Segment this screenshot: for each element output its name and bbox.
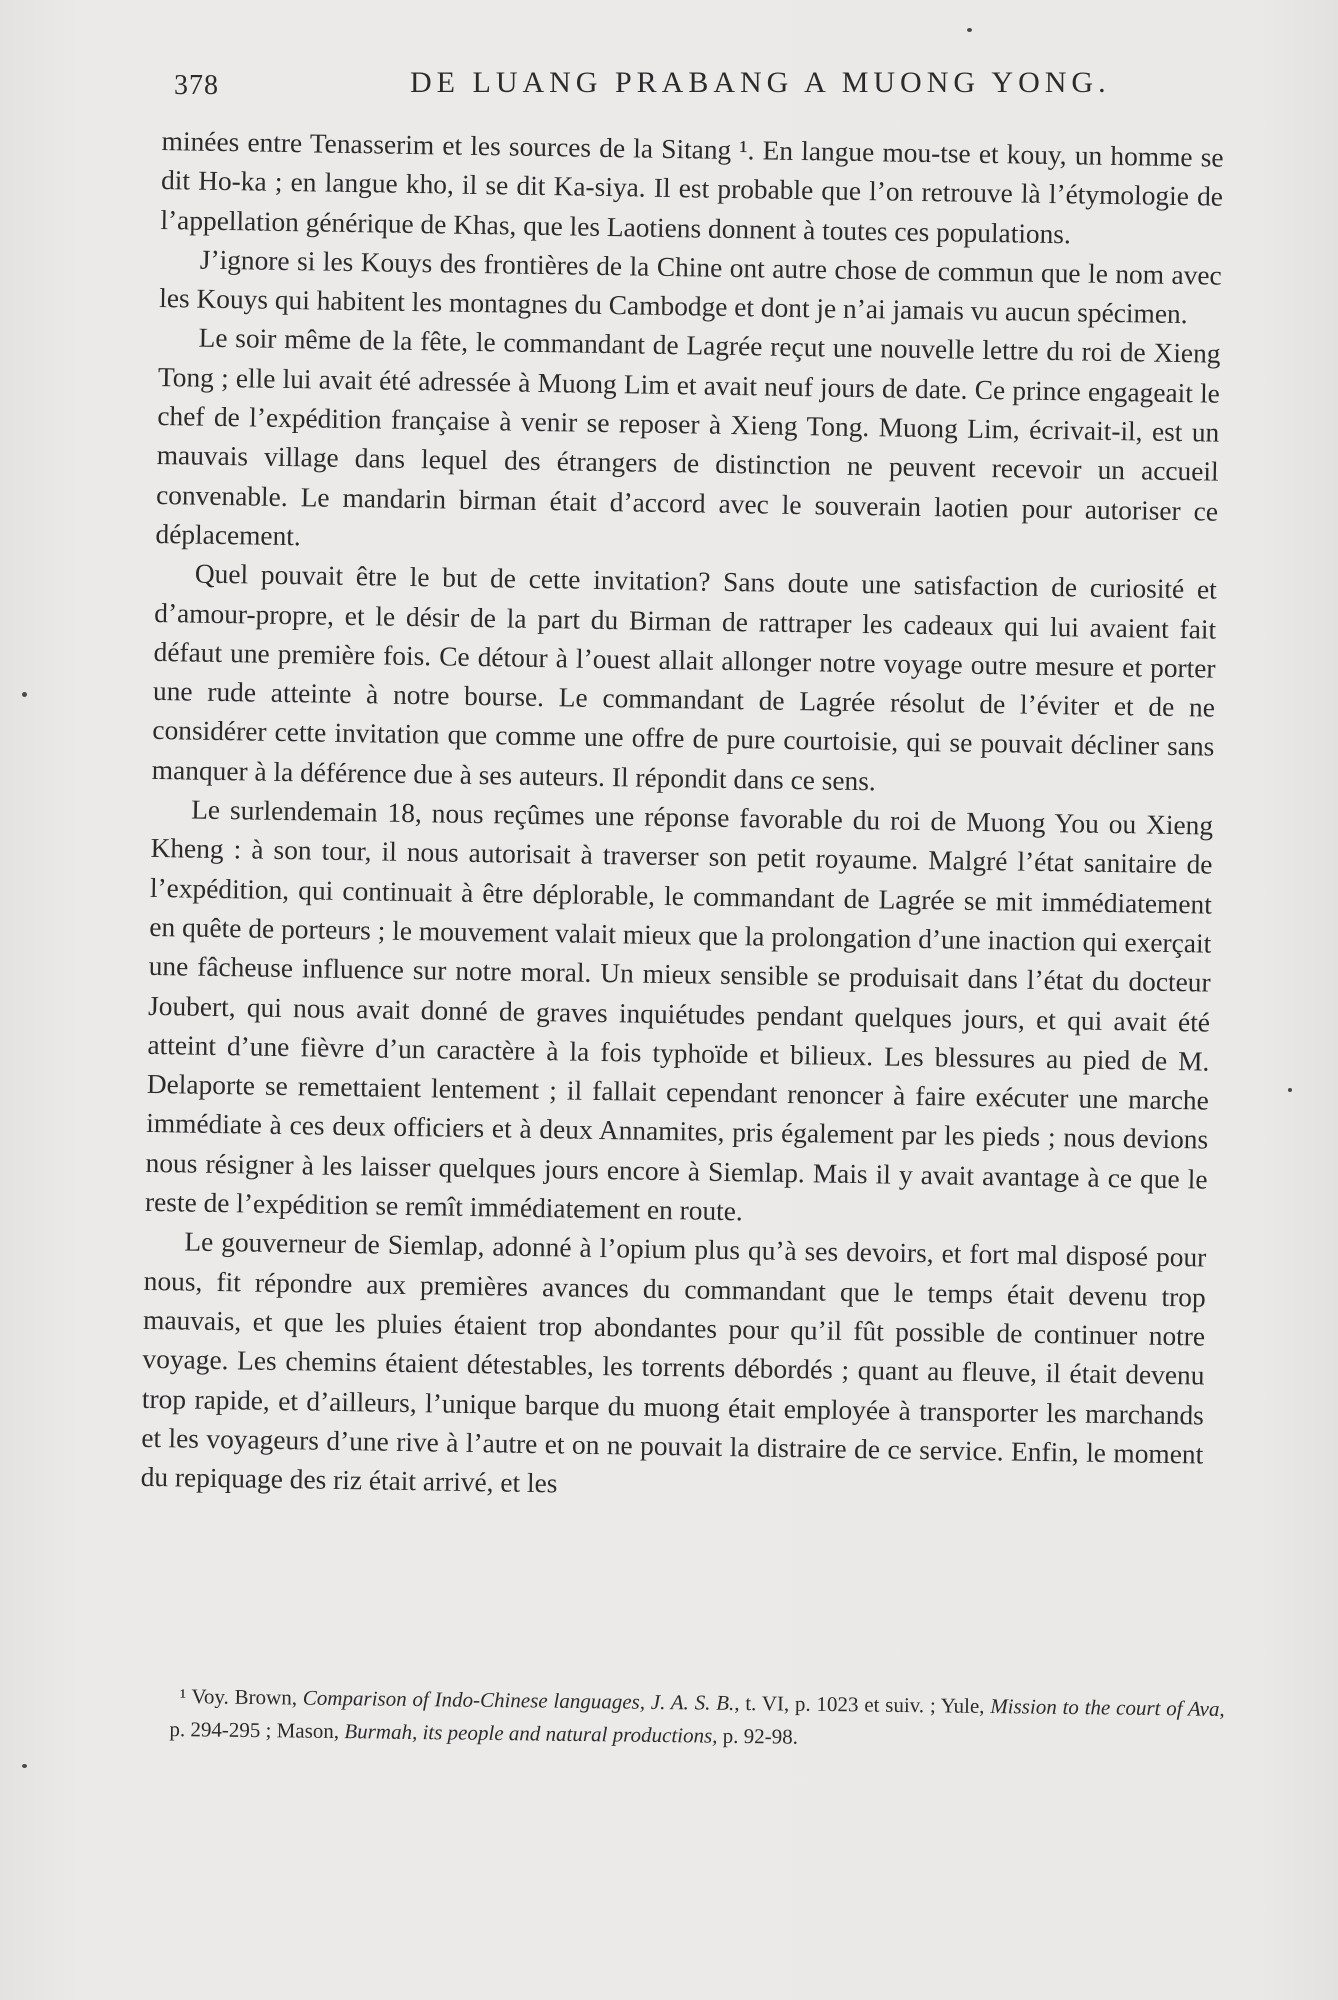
paragraph: Le surlendemain 18, nous reçûmes une réponse favorable du roi de Muong You ou Xieng Kheng : à son tour, il nous autorisait à traverser son petit royaume. Malgré l’état sanitaire de l’expédition, qui continuait à être déplorable, le commandant de Lagrée se mit immédiatement en quête de porteurs ; le mouvement valait mieux que la prolongation d’une inaction qui exerçait une fâcheuse influence sur notre moral. Un mieux sensible se produisait dans l’état du docteur Joubert, qui nous avait donné de graves inquiétudes pendant quelques jours, et qui avait été atteint d’une fièvre d’un caractère à la fois typhoïde et bilieux. Les blessures au pied de M. Delaporte se remettaient lentement ; il fallait cependant renoncer à faire exécuter une marche immédiate à ces deux officiers et à deux Annamites, pris également par les pieds ; nous devions nous résigner à les laisser quelques jours encore à Siemlap. Mais il y avait avantage à ce que le reste de l’expédition se remît immédiatement en route. [144, 794, 1214, 1227]
paragraph: minées entre Tenasserim et les sources de la Sitang ¹. En langue mou-tse et kouy, un homme se dit Ho-ka ; en langue kho, il se dit Ka-siya. Il est probable que l’on retrouve là l’étymologie de l’appellation générique de Khas, que les Laotiens donnent à toutes ces populations. [160, 125, 1224, 249]
page-header [174, 64, 1234, 104]
ink-speck [22, 1764, 27, 1768]
paragraph: Le gouverneur de Siemlap, adonné à l’opium plus qu’à ses devoirs, et fort mal disposé pour nous, fit répondre aux premières avances du commandant que le temps était devenu trop mauvais, et que les pluies étaient trop abondantes pour qu’il fût possible de continuer notre voyage. Les chemins étaient détestables, les torrents débordés ; quant au fleuve, il était devenu trop rapide, et d’ailleurs, l’unique barque du muong était employée à transporter les marchands et les voyageurs d’une rive à l’autre et on ne pouvait la distraire de ce service. Enfin, le moment du repiquage des riz était arrivé, et les [140, 1226, 1207, 1499]
paragraph: J’ignore si les Kouys des frontières de la Chine ont autre chose de commun que le nom avec les Kouys qui habitent les montagnes du Cambodge et dont je n’ai jamais vu aucun spécimen. [158, 244, 1222, 330]
footnote-title: Mission to the court of Ava [990, 1694, 1220, 1721]
footnote-text: Voy. Brown, [185, 1684, 303, 1710]
body-text [140, 122, 1223, 1514]
footnote-title: Burmah, its people and natural productions, [344, 1719, 718, 1748]
footnote-marker: ¹ [179, 1684, 187, 1709]
ink-speck [1288, 1088, 1292, 1092]
footnotes [169, 1680, 1225, 1759]
footnote-title: Comparison of Indo-Chinese languages, J. A. S. B. [302, 1685, 735, 1715]
ink-speck [22, 692, 27, 697]
paragraph: Quel pouvait être le but de cette invitation? Sans doute une satisfaction de curiosité et d’amour-propre, et le désir de la part du Birman de rattraper les cadeaux qui lui avaient fait défaut une première fois. Ce détour à l’ouest allait allonger notre voyage outre mesure et porter une rude atteinte à notre bourse. Le commandant de Lagrée résolut de l’éviter et de ne considérer cette invitation que comme une offre de pure courtoisie, qui se pouvait décliner sans manquer à la déférence due à ses auteurs. Il répondit dans ce sens. [151, 558, 1218, 797]
footnote-text: , p. 294-295 ; Mason, [169, 1696, 1225, 1744]
running-title: DE LUANG PRABANG A MUONG YONG. [410, 66, 1111, 99]
ink-speck [967, 28, 972, 32]
paragraph: Le soir même de la fête, le commandant de Lagrée reçut une nouvelle lettre du roi de Xieng Tong ; elle lui avait été adressée à Muong Lim et avait neuf jours de date. Ce prince engageait le chef de l’expédition française à venir se reposer à Xieng Tong. Muong Lim, écrivait-il, est un mauvais village dans lequel des étrangers de distinction ne peuvent recevoir un accueil convenable. Le mandarin birman était d’accord avec le souverain laotien pour autoriser ce déplacement. [155, 323, 1221, 552]
page-number: 378 [174, 70, 219, 101]
footnote [169, 1680, 1225, 1759]
footnote-text: p. 92-98. [717, 1723, 799, 1749]
footnote-text: , t. VI, p. 1023 et suiv. ; Yule, [734, 1690, 991, 1719]
